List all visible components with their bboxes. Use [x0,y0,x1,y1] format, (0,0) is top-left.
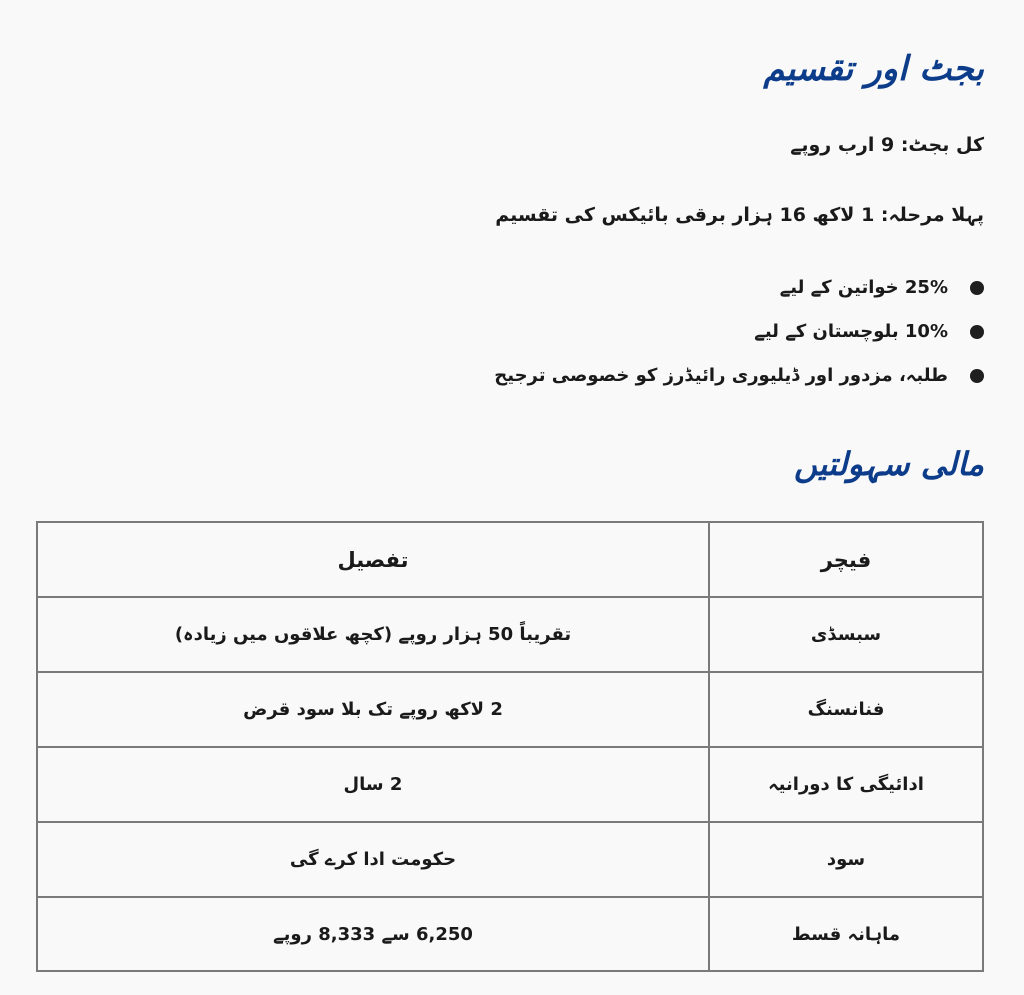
cell-feature: فنانسنگ [709,672,983,747]
budget-heading: بجٹ اور تقسیم [763,49,984,89]
cell-feature: سبسڈی [709,597,983,672]
header-detail: تفصیل [37,522,709,597]
table-header-row [37,522,983,597]
bullet-icon [970,325,984,339]
table-row [37,897,983,971]
finance-heading: مالی سہولتیں [794,445,984,483]
total-budget-text: کل بجٹ: 9 ارب روپے [790,134,984,156]
cell-detail: تقریباً 50 ہزار روپے (کچھ علاقوں میں زیادہ) [37,597,709,672]
table-row [37,747,983,822]
list-item-label: طلبہ، مزدور اور ڈیلیوری رائیڈرز کو خصوصی ترجیح [494,365,948,386]
table-row [37,597,983,672]
cell-detail: 2 لاکھ روپے تک بلا سود قرض [37,672,709,747]
table-row [37,672,983,747]
cell-feature: سود [709,822,983,897]
list-item-label: 10% بلوچستان کے لیے [754,321,948,342]
bullet-icon [970,369,984,383]
table-row [37,822,983,897]
header-feature: فیچر [709,522,983,597]
list-item-label: 25% خواتین کے لیے [779,277,948,298]
list-item [494,310,984,354]
cell-feature: ادائیگی کا دورانیہ [709,747,983,822]
first-phase-text: پہلا مرحلہ: 1 لاکھ 16 ہزار برقی بائیکس کی تقسیم [495,204,984,226]
cell-detail: 6,250 سے 8,333 روپے [37,897,709,971]
cell-detail: حکومت ادا کرے گی [37,822,709,897]
bullet-icon [970,281,984,295]
cell-feature: ماہانہ قسط [709,897,983,971]
list-item [494,266,984,310]
allocation-list [494,266,984,398]
list-item [494,354,984,398]
cell-detail: 2 سال [37,747,709,822]
finance-table [36,521,984,972]
